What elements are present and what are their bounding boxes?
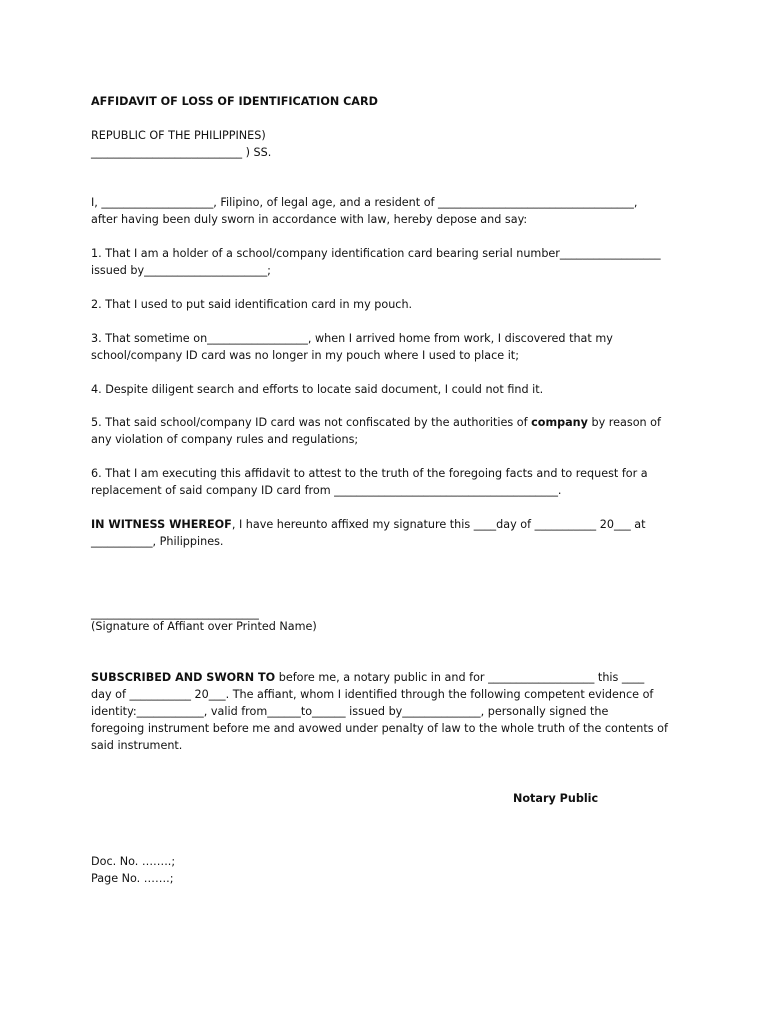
paragraph-5-post: by reason of [587, 416, 661, 429]
document-title: AFFIDAVIT OF LOSS OF IDENTIFICATION CARD [91, 95, 378, 108]
company-emphasis: company [531, 416, 588, 429]
jurat-line-2: day of ___________ 20___. The affiant, whom I identified through the following competent evidence of [91, 688, 654, 701]
witness-heading: IN WITNESS WHEREOF [91, 518, 232, 531]
intro-line-2: after having been duly sworn in accordance with law, hereby depose and say: [91, 213, 528, 226]
paragraph-5-pre: 5. That said school/company ID card was not confiscated by the authorities of [91, 416, 532, 429]
paragraph-6-line-2: replacement of said company ID card from ________________________________________. [91, 484, 562, 497]
paragraph-5-line-1 [91, 414, 691, 431]
witness-line-2: ___________, Philippines. [91, 535, 224, 548]
paragraph-5-line-2: any violation of company rules and regulations; [91, 433, 359, 446]
paragraph-3 [91, 330, 691, 364]
witness-line-1 [91, 516, 691, 533]
paragraph-1-line-2: issued by______________________; [91, 264, 271, 277]
paragraph-3-line-2: school/company ID card was no longer in my pouch where I used to place it; [91, 349, 519, 362]
doc-no: Doc. No. ……..; [91, 855, 176, 868]
paragraph-2-line-1: 2. That I used to put said identification card in my pouch. [91, 298, 413, 311]
intro-paragraph [91, 194, 691, 228]
jurat-line-4: foregoing instrument before me and avowed under penalty of law to the whole truth of the contents of [91, 722, 668, 735]
paragraph-4-line-1: 4. Despite diligent search and efforts to locate said document, I could not find it. [91, 383, 544, 396]
jurat-line-5: said instrument. [91, 739, 183, 752]
jurat-line-3: identity:____________, valid from______to______ issued by______________, personally signed the [91, 705, 609, 718]
paragraph-1-line-1: 1. That I am a holder of a school/company identification card bearing serial number__________________ [91, 247, 661, 260]
paragraph-6-line-1: 6. That I am executing this affidavit to attest to the truth of the foregoing facts and to request for a [91, 467, 648, 480]
venue-city-blank: ___________________________ ) SS. [91, 146, 272, 159]
paragraph-3-line-1: 3. That sometime on__________________, when I arrived home from work, I discovered that my [91, 332, 613, 345]
intro-line-1: I, ____________________, Filipino, of legal age, and a resident of ___________________________________, [91, 196, 638, 209]
signature-line: ______________________________ [91, 607, 259, 620]
paragraph-5 [91, 414, 691, 448]
signature-caption: (Signature of Affiant over Printed Name) [91, 620, 317, 633]
witness-line-1-rest: , I have hereunto affixed my signature this ____day of ___________ 20___ at [231, 518, 646, 531]
paragraph-2 [91, 296, 691, 313]
paragraph-4 [91, 381, 691, 398]
jurat-heading: SUBSCRIBED AND SWORN TO [91, 671, 276, 684]
witness-clause [91, 516, 691, 550]
paragraph-1 [91, 245, 691, 279]
venue-block [91, 127, 691, 161]
jurat-line-1 [91, 669, 691, 686]
jurat-line-1-rest: before me, a notary public in and for ___________________ this ____ [275, 671, 645, 684]
jurat-paragraph [91, 669, 691, 754]
page-no: Page No. …….; [91, 872, 174, 885]
notarial-records [91, 853, 691, 887]
paragraph-6 [91, 465, 691, 499]
notary-public-label: Notary Public [513, 792, 599, 805]
venue-country: REPUBLIC OF THE PHILIPPINES) [91, 129, 266, 142]
